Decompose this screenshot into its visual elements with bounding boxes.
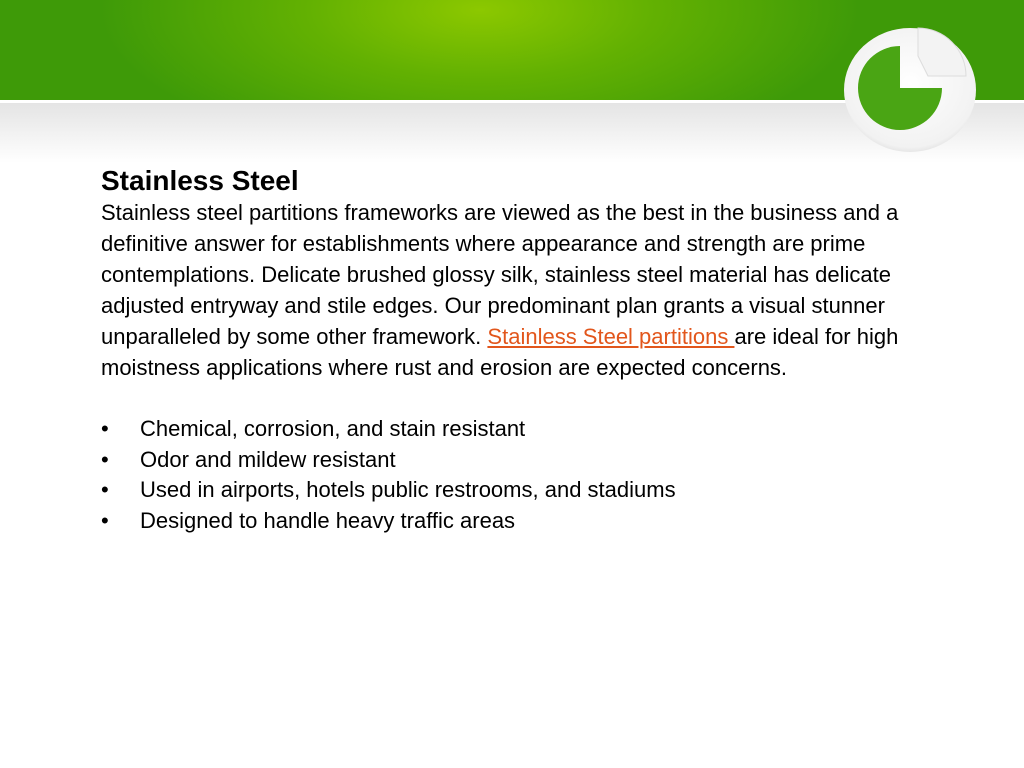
list-item (101, 475, 931, 506)
list-item-text: Used in airports, hotels public restrooms, and stadiums (140, 477, 676, 502)
list-item-text: Odor and mildew resistant (140, 446, 396, 472)
feature-list (101, 414, 931, 536)
list-item-text: Designed to handle heavy traffic areas (140, 507, 516, 533)
list-item (101, 445, 931, 476)
slide-heading: Stainless Steel (101, 165, 299, 196)
bullet-icon: • (101, 446, 109, 472)
bullet-icon: • (101, 416, 109, 441)
bullet-icon: • (101, 507, 109, 533)
list-item-text: Chemical, corrosion, and stain resistant (140, 416, 526, 441)
paragraph-text-start: Stainless steel partitions frameworks are viewed as the best in the business and a definitive answer for establishments where appearance and strength are prime contemplations. Delicate brushed glossy silk, stainless steel material has delicate adjusted entryway and stile edges. Our predominant plan grants a visual stunner unparalleled by some other framework. (101, 200, 899, 349)
slide-content (101, 164, 931, 536)
list-item (101, 414, 931, 445)
stainless-steel-partitions-link[interactable]: Stainless Steel partitions (487, 324, 735, 349)
list-item (101, 506, 931, 537)
bullet-icon: • (101, 477, 109, 502)
pie-chart-logo-icon (828, 16, 988, 156)
paragraph-text-end: are ideal for high moistness applications where rust and erosion are expected concerns. (101, 324, 899, 380)
body-paragraph (101, 197, 931, 383)
